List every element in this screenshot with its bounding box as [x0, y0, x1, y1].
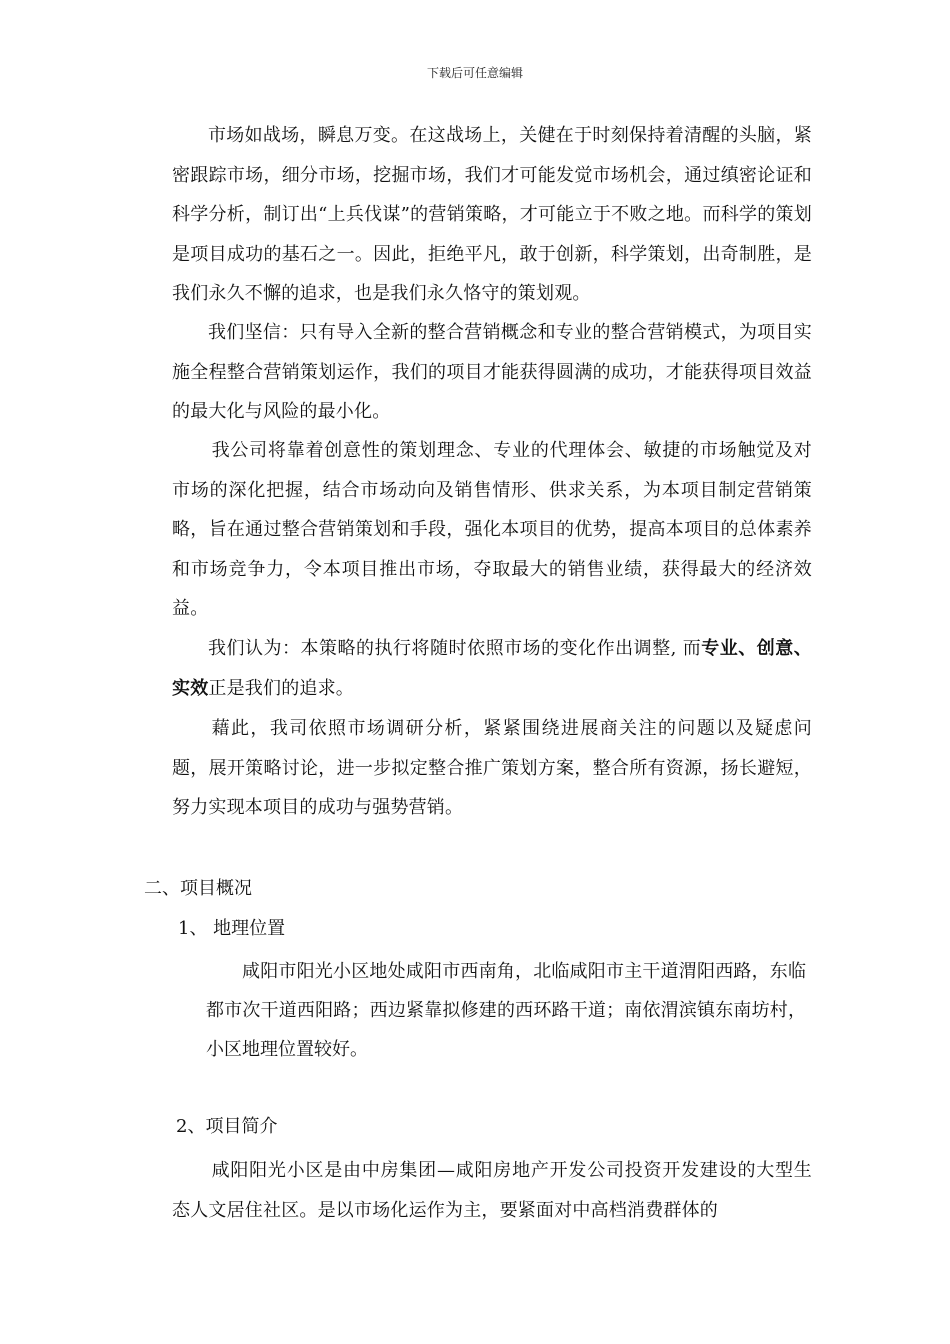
strategy-text-bold: 专业、创意、实效 — [172, 638, 813, 699]
paragraph-location: 咸阳市阳光小区地处咸阳市西南角，北临咸阳市主干道渭阳西路，东临都市次干道西阳路；西边紧靠拟修建的西环路干道；南依渭滨镇东南坊村，小区地理位置较好。 — [206, 961, 806, 1060]
paragraph-strategy — [172, 629, 812, 708]
subsection-title-intro: 2、项目简介 — [176, 1116, 278, 1137]
paragraph-belief: 我们坚信：只有导入全新的整合营销概念和专业的整合营销模式，为项目实施全程整合营销策划运作，我们的项目才能获得圆满的成功，才能获得项目效益的最大化与风险的最小化。 — [172, 322, 812, 422]
section-title-overview: 二、项目概况 — [144, 878, 252, 899]
paragraph-approach: 藉此，我司依照市场调研分析，紧紧围绕进展商关注的问题以及疑虑问题，展开策略讨论，进一步拟定整合推广策划方案，整合所有资源，扬长避短，努力实现本项目的成功与强势营销。 — [172, 718, 812, 818]
subsection-title-location: 1、 地理位置 — [178, 918, 286, 939]
paragraph-intro: 市场如战场，瞬息万变。在这战场上，关健在于时刻保持着清醒的头脑，紧密跟踪市场，细分市场，挖掘市场，我们才可能发觉市场机会，通过缜密论证和科学分析，制订出“上兵伐谋”的营销策略，才可能立于不败之地。而科学的策划是项目成功的基石之一。因此，拒绝平凡，敢于创新，科学策划，出奇制胜，是我们永久不懈的追求，也是我们永久恪守的策划观。 — [172, 125, 812, 304]
strategy-text-after: 正是我们的追求。 — [208, 677, 355, 699]
header-note: 下载后可任意编辑 — [426, 66, 523, 80]
paragraph-company: 我公司将靠着创意性的策划理念、专业的代理体会、敏捷的市场触觉及对市场的深化把握，结合市场动向及销售情形、供求关系，为本项目制定营销策略，旨在通过整合营销策划和手段，强化本项目的优势，提高本项目的总体素养和市场竞争力，令本项目推出市场，夺取最大的销售业绩，获得最大的经济效益。 — [172, 440, 812, 619]
strategy-text-before: 我们认为：本策略的执行将随时依照市场的变化作出调整, 而 — [208, 638, 702, 659]
paragraph-project-intro: 咸阳阳光小区是由中房集团—咸阳房地产开发公司投资开发建设的大型生态人文居住社区。是以市场化运作为主，要紧面对中高档消费群体的 — [172, 1160, 812, 1221]
